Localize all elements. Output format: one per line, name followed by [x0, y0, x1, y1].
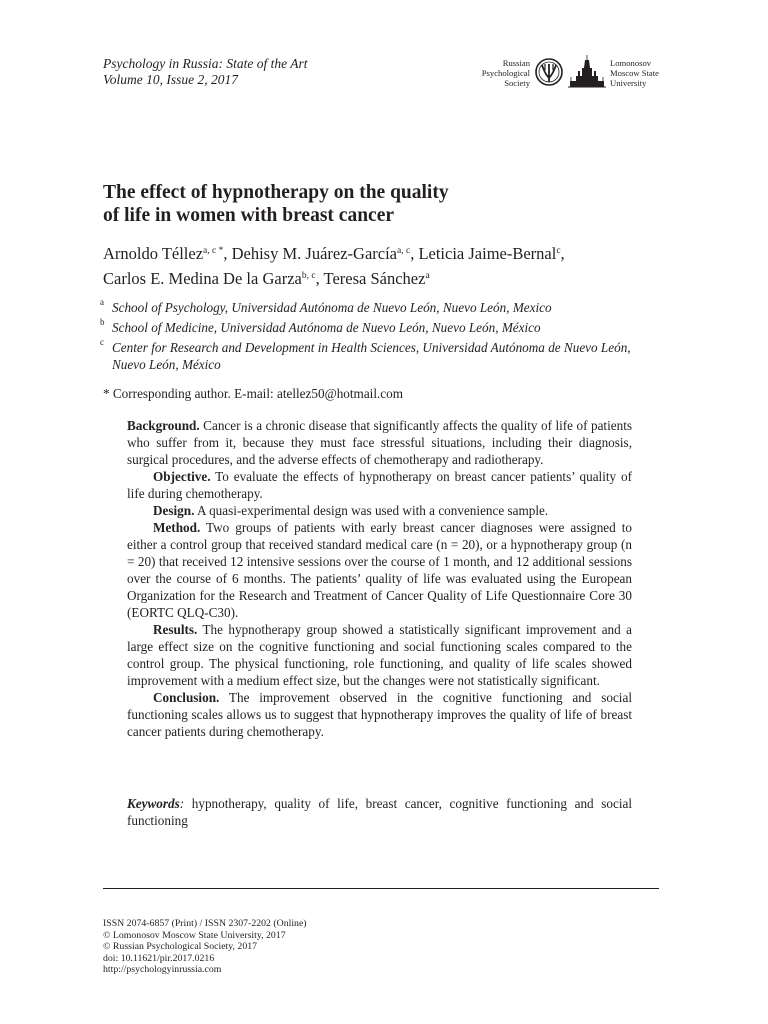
- volume-issue: Volume 10, Issue 2, 2017: [103, 72, 238, 87]
- section-label: Design.: [153, 503, 195, 518]
- footer-divider: [103, 888, 659, 889]
- affiliation-text: Center for Research and Development in Health Sciences, Universidad Autónoma de Nuevo León, Nuevo León, México: [112, 340, 631, 372]
- section-text: The improvement observed in the cognitive functioning and social functioning scales allows us to suggest that hypnotherapy improves the quality of life of breast cancer patients during chemotherapy.: [127, 690, 632, 739]
- journal-header: [103, 56, 307, 88]
- title-line: The effect of hypnotherapy on the quality: [103, 182, 449, 203]
- author-affiliation-mark: a, c: [397, 246, 411, 256]
- section-label: Conclusion.: [153, 690, 220, 705]
- title-line: of life in women with breast cancer: [103, 205, 395, 226]
- copyright-msu: © Lomonosov Moscow State University, 2017: [103, 929, 286, 941]
- abstract-results: [127, 621, 632, 689]
- author-affiliation-mark: a, c *: [203, 246, 224, 256]
- section-label: Method.: [153, 520, 201, 535]
- author-affiliation-mark: a: [425, 271, 430, 281]
- affiliation-item: [100, 317, 663, 336]
- corresponding-author: * Corresponding author. E-mail: atellez50@hotmail.com: [103, 386, 404, 401]
- affiliation-mark: a: [100, 297, 104, 307]
- journal-name: Psychology in Russia: State of the Art: [103, 56, 308, 71]
- footer: [103, 918, 307, 976]
- affiliation-mark: c: [100, 337, 104, 347]
- section-label: Background.: [127, 418, 200, 433]
- keywords-label: Keywords: [127, 796, 180, 811]
- msu-building-icon: [568, 54, 606, 88]
- author-separator: ,: [410, 244, 419, 263]
- abstract-design: [127, 502, 632, 519]
- author-list: [103, 241, 663, 291]
- abstract-conclusion: [127, 689, 632, 740]
- rps-line: Russian: [502, 58, 530, 68]
- rps-line: Society: [504, 78, 530, 88]
- affiliation-text: School of Medicine, Universidad Autónoma de Nuevo León, Nuevo León, México: [112, 320, 541, 335]
- author-name: Leticia Jaime-Bernal: [418, 244, 557, 263]
- rps-logo-text: [470, 58, 530, 88]
- rps-line: Psychological: [481, 68, 530, 78]
- keywords-text: hypnotherapy, quality of life, breast cancer, cognitive functioning and social functioning: [127, 796, 632, 828]
- abstract: [127, 417, 632, 740]
- author-separator: ,: [560, 244, 565, 263]
- author-name: Arnoldo Téllez: [103, 244, 204, 263]
- rps-emblem-icon: [534, 56, 564, 88]
- msu-line: Lomonosov: [610, 58, 652, 68]
- copyright-rps: © Russian Psychological Society, 2017: [103, 941, 258, 952]
- author-line: [103, 266, 663, 291]
- section-text: A quasi-experimental design was used with a convenience sample.: [194, 503, 549, 518]
- section-label: Objective.: [153, 469, 211, 484]
- msu-line: Moscow State: [610, 68, 659, 78]
- doi: doi: 10.11621/pir.2017.0216: [103, 952, 215, 964]
- journal-url: http://psychologyinrussia.com: [103, 964, 222, 975]
- msu-line: University: [610, 78, 647, 88]
- section-text: The hypnotherapy group showed a statistically significant improvement and a large effect size on the cognitive functioning and social functioning scales compared to the control group. The physical functioning, role functioning, and quality of life scales showed improvement with a medium effect size, but the changes were not statistically significant.: [127, 622, 632, 688]
- author-name: Teresa Sánchez: [323, 269, 426, 288]
- author-separator: ,: [223, 244, 232, 263]
- author-name: Dehisy M. Juárez-García: [231, 244, 397, 263]
- abstract-objective: [127, 468, 632, 502]
- abstract-method: [127, 519, 632, 621]
- article-title: [103, 181, 643, 227]
- section-text: Cancer is a chronic disease that significantly affects the quality of life of patients who suffer from it, because they must face stressful situations, including their diagnosis, surgical procedures, and the adverse effects of chemotherapy and radiotherapy.: [127, 418, 632, 467]
- affiliation-list: [100, 297, 663, 376]
- keywords-colon: :: [179, 796, 185, 811]
- issn: ISSN 2074-6857 (Print) / ISSN 2307-2202 (Online): [103, 918, 307, 929]
- author-affiliation-mark: b, c: [301, 271, 316, 281]
- abstract-background: [127, 417, 632, 468]
- affiliation-item: [100, 297, 663, 316]
- keywords: [127, 795, 632, 829]
- author-line: [103, 241, 663, 266]
- msu-logo-text: [610, 58, 680, 88]
- section-text: To evaluate the effects of hypnotherapy on breast cancer patients’ quality of life during chemotherapy.: [127, 469, 632, 501]
- section-label: Results.: [153, 622, 198, 637]
- affiliation-mark: b: [100, 317, 105, 327]
- author-affiliation-mark: c: [556, 246, 561, 256]
- author-name: Carlos E. Medina De la Garza: [103, 269, 302, 288]
- section-text: Two groups of patients with early breast cancer diagnoses were assigned to either a control group that received standard medical care (n = 20), or a hypnotherapy group (n = 20) that received 12 intensive sessions over the course of 1 month, and 12 additional sessions over the course of 6 months. The patients’ quality of life was evaluated using the European Organization for the Research and Treatment of Cancer Quality of Life Questionnaire Core 30 (EORTC QLQ-C30).: [127, 520, 632, 620]
- author-separator: ,: [315, 269, 324, 288]
- affiliation-text: School of Psychology, Universidad Autónoma de Nuevo León, Nuevo León, Mexico: [112, 300, 552, 315]
- affiliation-item: [100, 337, 663, 373]
